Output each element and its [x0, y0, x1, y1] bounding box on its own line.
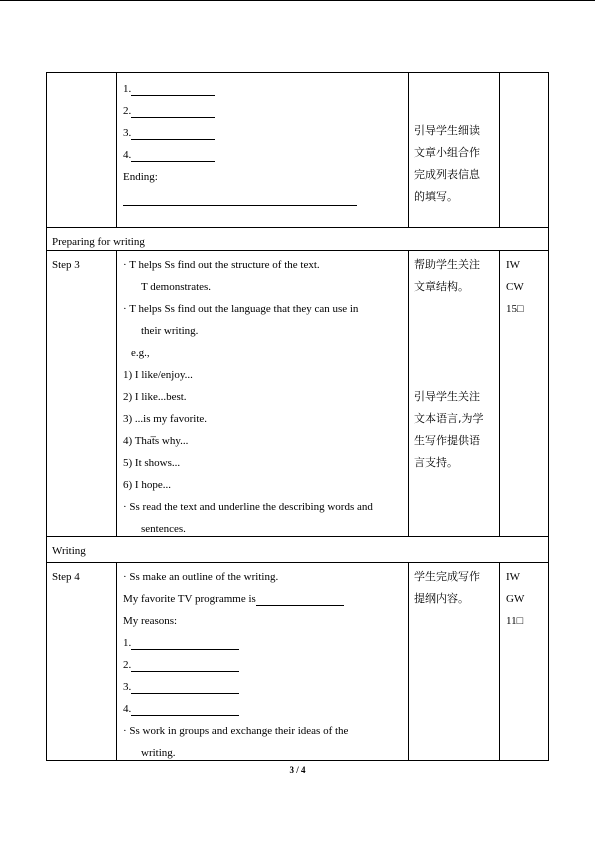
table-border-section1 — [46, 250, 549, 251]
step-line: their writing. — [141, 325, 199, 337]
blank-line: 1. — [123, 82, 215, 96]
section-heading-writing: Writing — [52, 545, 86, 557]
table-col-divider-1 — [116, 562, 117, 761]
step-line: · Ss make an outline of the writing. — [123, 571, 279, 583]
table-col-divider-2 — [408, 250, 409, 537]
mode-label: IW — [506, 259, 521, 271]
step-line: · Ss work in groups and exchange their ideas of the — [123, 725, 349, 737]
table-col-divider-2 — [408, 562, 409, 761]
page-number: 3 / 4 — [289, 765, 306, 775]
table-border-left — [46, 72, 47, 761]
purpose-text: 文章小组合作 — [414, 146, 480, 159]
blank-line: 4. — [123, 702, 239, 716]
table-col-divider-2 — [408, 72, 409, 228]
table-col-divider-1 — [116, 72, 117, 228]
step-line: 2) I like...best. — [123, 391, 187, 403]
purpose-text: 的填写。 — [414, 190, 458, 203]
purpose-text: 生写作提供语 — [414, 434, 480, 447]
step-line: 6) I hope... — [123, 479, 171, 491]
table-border-section2 — [46, 562, 549, 563]
step-line: · T helps Ss find out the language that they can use in — [123, 303, 359, 315]
purpose-text: 完成列表信息 — [414, 168, 480, 181]
table-col-divider-3 — [499, 72, 500, 228]
table-border-step3 — [46, 536, 549, 537]
table-col-divider-3 — [499, 250, 500, 537]
blank-line: 2. — [123, 658, 239, 672]
mode-label: CW — [506, 281, 524, 293]
table-border-bottom — [46, 760, 549, 761]
mode-label: GW — [506, 593, 525, 605]
blank-line: 3. — [123, 680, 239, 694]
time-label: 15□ — [506, 303, 524, 315]
mode-label: IW — [506, 571, 521, 583]
time-label: 11□ — [506, 615, 524, 627]
purpose-text: 帮助学生关注 — [414, 258, 480, 271]
ending-blank — [123, 192, 357, 206]
step-line: writing. — [141, 747, 176, 759]
blank-line: 2. — [123, 104, 215, 118]
table-border-top — [46, 72, 549, 73]
step-line: 4) That̅s why... — [123, 435, 189, 447]
step-line: My reasons: — [123, 615, 178, 627]
blank-line: 4. — [123, 148, 215, 162]
step-label: Step 4 — [52, 571, 80, 583]
table-border-right — [548, 72, 549, 761]
step-line: My favorite TV programme is — [123, 592, 344, 606]
step-line: 3) ...is my favorite. — [123, 413, 208, 425]
step-line: e.g., — [131, 347, 150, 359]
blank-line: 3. — [123, 126, 215, 140]
step-line: T demonstrates. — [141, 281, 212, 293]
step-line: · Ss read the text and underline the describing words and — [123, 501, 373, 513]
purpose-text: 文本语言,为学 — [414, 412, 484, 425]
section-heading-preparing: Preparing for writing — [52, 236, 145, 248]
step-line: 1) I like/enjoy... — [123, 369, 193, 381]
table-col-divider-3 — [499, 562, 500, 761]
table-border-row1 — [46, 227, 549, 228]
ending-label: Ending: — [123, 171, 158, 183]
step-line: sentences. — [141, 523, 186, 535]
purpose-text: 言支持。 — [414, 456, 458, 469]
step-line: · T helps Ss find out the structure of the text. — [123, 259, 320, 271]
purpose-text: 引导学生关注 — [414, 390, 480, 403]
page-top-rule — [0, 0, 595, 1]
table-col-divider-1 — [116, 250, 117, 537]
purpose-text: 引导学生细读 — [414, 124, 480, 137]
step-label: Step 3 — [52, 259, 80, 271]
purpose-text: 文章结构。 — [414, 280, 469, 293]
purpose-text: 提纲内容。 — [414, 592, 469, 605]
step-line: 5) It shows... — [123, 457, 181, 469]
blank-line: 1. — [123, 636, 239, 650]
purpose-text: 学生完成写作 — [414, 570, 480, 583]
